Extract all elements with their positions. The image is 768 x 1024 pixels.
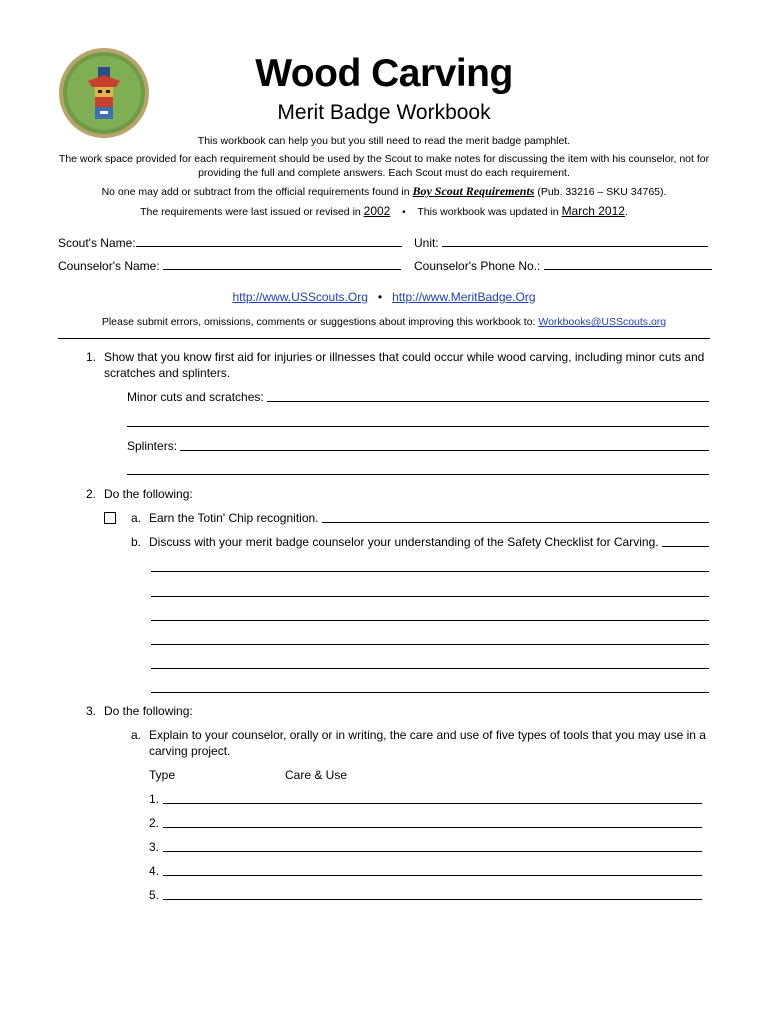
boy-scout-requirements-title: Boy Scout Requirements	[412, 184, 535, 198]
req3a-letter: a.	[131, 728, 142, 742]
req2a-letter: a.	[131, 511, 142, 525]
usscouts-link[interactable]: http://www.USScouts.Org	[232, 290, 368, 304]
splinters-label: Splinters:	[127, 439, 180, 453]
page-title: Wood Carving	[255, 52, 513, 95]
tool-row[interactable]	[149, 887, 702, 900]
tool-number: 4.	[149, 864, 162, 878]
answer-line[interactable]	[127, 474, 709, 475]
tool-number: 1.	[149, 792, 162, 806]
req3a-text-line: Explain to your counselor, orally or in writing, the care and use of five types of tools that you may use in a	[149, 728, 706, 742]
answer-row[interactable]	[127, 414, 709, 427]
counselor-phone-label: Counselor's Phone No.:	[414, 259, 541, 273]
revision-info	[0, 204, 768, 219]
minor-cuts-answer[interactable]	[127, 389, 709, 402]
tool-row[interactable]	[149, 863, 702, 876]
unit-field[interactable]	[414, 235, 708, 250]
answer-line[interactable]	[151, 644, 709, 645]
answer-row[interactable]	[151, 584, 709, 597]
unit-input[interactable]	[442, 235, 708, 247]
req1-text-line: scratches and splinters.	[104, 366, 231, 380]
unit-label: Unit:	[414, 236, 439, 250]
intro-requirements-source	[0, 184, 768, 199]
bullet: •	[377, 290, 383, 304]
req2a-text: Earn the Totin' Chip recognition.	[149, 511, 322, 525]
tool-number: 3.	[149, 840, 162, 854]
answer-row[interactable]	[127, 462, 709, 475]
answer-line[interactable]	[151, 692, 709, 693]
answer-row[interactable]	[151, 632, 709, 645]
req2a-checkbox[interactable]	[104, 512, 116, 524]
updated-text: This workbook was updated in	[417, 206, 562, 218]
intro-line: The work space provided for each requirement should be used by the Scout to make notes for discussing the item with his counselor, not for	[58, 153, 710, 165]
req3a-text-line: carving project.	[149, 744, 231, 758]
counselor-name-field[interactable]	[58, 258, 401, 273]
intro-text: (Pub. 33216 – SKU 34765).	[534, 186, 667, 198]
answer-line[interactable]	[163, 851, 702, 852]
column-care-use: Care & Use	[285, 768, 348, 782]
req2-number: 2.	[86, 487, 97, 501]
req3-number: 3.	[86, 704, 97, 718]
divider	[58, 338, 710, 339]
answer-row[interactable]	[151, 656, 709, 669]
req2b-answer[interactable]	[149, 534, 709, 547]
req2b-letter: b.	[131, 535, 142, 549]
period: .	[624, 206, 628, 218]
submit-text: Please submit errors, omissions, comments or suggestions about improving this workbook to:	[101, 316, 539, 328]
issued-year: 2002	[363, 204, 391, 218]
tool-row[interactable]	[149, 839, 702, 852]
website-links	[0, 290, 768, 304]
submit-notice	[0, 316, 768, 328]
intro-line: providing the full and complete answers. Each Scout must do each requirement.	[198, 167, 570, 179]
req1-text-line: Show that you know first aid for injuries or illnesses that could occur while wood carving, including minor cuts and	[104, 350, 705, 364]
answer-row[interactable]	[151, 559, 709, 572]
answer-line[interactable]	[151, 596, 709, 597]
req1-text	[104, 349, 714, 381]
tool-number: 5.	[149, 888, 162, 902]
answer-line[interactable]	[127, 426, 709, 427]
counselor-name-label: Counselor's Name:	[58, 259, 160, 273]
counselor-phone-input[interactable]	[544, 258, 712, 270]
counselor-name-input[interactable]	[163, 258, 401, 270]
scout-name-label: Scout's Name:	[58, 236, 136, 250]
answer-row[interactable]	[151, 608, 709, 621]
answer-line[interactable]	[163, 899, 702, 900]
counselor-phone-field[interactable]	[414, 258, 712, 273]
scout-name-input[interactable]	[136, 235, 402, 247]
tool-number: 2.	[149, 816, 162, 830]
req3-text: Do the following:	[104, 704, 193, 718]
answer-line[interactable]	[127, 450, 709, 451]
meritbadge-link[interactable]: http://www.MeritBadge.Org	[392, 290, 536, 304]
intro-text: No one may add or subtract from the official requirements found in	[101, 186, 413, 198]
req2a-answer[interactable]	[149, 510, 709, 523]
answer-line[interactable]	[151, 668, 709, 669]
splinters-answer[interactable]	[127, 438, 709, 451]
column-type: Type	[149, 768, 176, 782]
answer-row[interactable]	[151, 680, 709, 693]
minor-cuts-label: Minor cuts and scratches:	[127, 390, 267, 404]
tool-row[interactable]	[149, 791, 702, 804]
tool-row[interactable]	[149, 815, 702, 828]
bullet: •	[402, 206, 406, 218]
answer-line[interactable]	[151, 571, 709, 572]
answer-line[interactable]	[163, 827, 702, 828]
issued-text: The requirements were last issued or revised in	[140, 206, 364, 218]
req2b-text: Discuss with your merit badge counselor your understanding of the Safety Checklist for Carving.	[149, 535, 662, 549]
scout-name-field[interactable]	[58, 235, 402, 250]
req2-text: Do the following:	[104, 487, 193, 501]
page-subtitle: Merit Badge Workbook	[277, 101, 491, 124]
updated-date: March 2012	[561, 204, 625, 218]
req3a-text	[149, 727, 709, 759]
answer-line[interactable]	[151, 620, 709, 621]
answer-line[interactable]	[163, 875, 702, 876]
answer-line[interactable]	[163, 803, 702, 804]
intro-line: This workbook can help you but you still need to read the merit badge pamphlet.	[197, 135, 571, 147]
req1-number: 1.	[86, 350, 97, 364]
email-link[interactable]: Workbooks@USScouts.org	[538, 316, 667, 328]
